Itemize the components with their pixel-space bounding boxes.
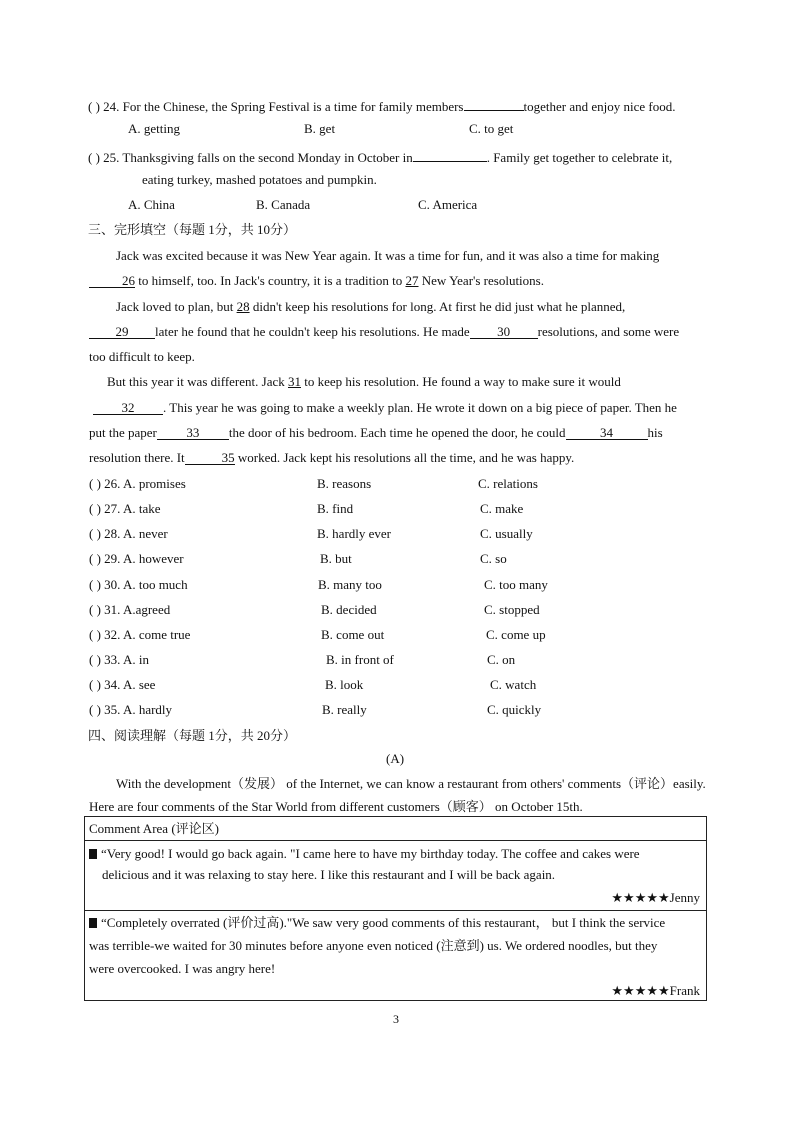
comment-2-signature: ★★★★★Frank <box>611 983 700 998</box>
blank-35[interactable]: 35 <box>185 450 235 465</box>
comment-1-signature: ★★★★★Jenny <box>611 890 700 905</box>
section4-title: 四、阅读理解（每题 1分，共 20分） <box>88 728 297 743</box>
cloze-line-8: put the paper 33 the door of his bedroom. Each time he opened the door, he could 34 his <box>89 425 663 440</box>
option-c: C. quickly <box>487 702 542 717</box>
cloze-line-7: 32 . This year he was going to make a weekly plan. He wrote it down on a big piece of paper. Then he <box>93 400 677 416</box>
q25-line2: eating turkey, mashed potatoes and pumpkin. <box>142 172 377 187</box>
option-c: C. stopped <box>484 602 540 617</box>
blank-34[interactable]: 34 <box>566 425 648 440</box>
comment-2-line-3: were overcooked. I was angry here! <box>89 961 276 976</box>
q24-option-b: B. get <box>304 121 336 136</box>
option-q: ( ) 29. A. however <box>89 551 184 566</box>
option-c: C. come up <box>486 627 546 642</box>
option-b: B. but <box>320 551 352 566</box>
option-b: B. reasons <box>317 476 372 491</box>
comment-area-box <box>84 816 707 1001</box>
intro-line-1: With the development（发展） of the Internet, we can know a restaurant from others' comments（评论）easily. <box>116 776 706 791</box>
blank-29[interactable]: 29 <box>89 324 155 339</box>
option-b: B. hardly ever <box>317 526 392 541</box>
section3-title: 三、完形填空（每题 1分，共 10分） <box>88 222 297 237</box>
option-q: ( ) 35. A. hardly <box>89 702 173 717</box>
blank-31[interactable]: 31 <box>288 374 301 389</box>
q25-option-a: A. China <box>128 197 175 212</box>
q24-option-c: C. to get <box>469 121 514 136</box>
answer-blank[interactable] <box>464 96 524 111</box>
blank-30[interactable]: 30 <box>470 324 538 339</box>
q25-option-c: C. America <box>418 197 478 212</box>
blank-32[interactable]: 32 <box>93 400 163 415</box>
comment-2-line-2: was terrible-we waited for 30 minutes before anyone even noticed (注意到) us. We ordered noodles, but they <box>89 938 658 953</box>
cloze-line-6: But this year it was different. Jack 31 to keep his resolution. He found a way to make sure it would <box>107 374 621 389</box>
cloze-line-1: Jack was excited because it was New Year again. It was a time for fun, and it was also a time for making <box>116 248 660 263</box>
option-q: ( ) 34. A. see <box>89 677 156 692</box>
blank-26[interactable]: 26 <box>89 273 135 288</box>
cloze-line-4: 29 later he found that he couldn't keep his resolutions. He made 30 resolutions, and some were <box>89 324 679 340</box>
option-b: B. come out <box>321 627 385 642</box>
q24-option-a: A. getting <box>128 121 180 136</box>
blank-27[interactable]: 27 <box>405 273 419 288</box>
comment-2-line-1: “Completely overrated (评价过高)."We saw very good comments of this restaurant， but I think the service <box>89 915 665 931</box>
option-b: B. decided <box>321 602 377 617</box>
option-c: C. watch <box>490 677 537 692</box>
option-c: C. too many <box>484 577 548 592</box>
option-q: ( ) 33. A. in <box>89 652 149 667</box>
option-q: ( ) 32. A. come true <box>89 627 191 642</box>
q25-option-b: B. Canada <box>256 197 311 212</box>
option-b: B. find <box>317 501 354 516</box>
comment-1-line-2: delicious and it was relaxing to stay here. I like this restaurant and I will be back again. <box>102 867 556 882</box>
option-c: C. relations <box>478 476 538 491</box>
q25-stem: ( ) 25. Thanksgiving falls on the second Monday in October in . Family get together to celebrate it, <box>88 147 672 166</box>
cloze-line-3: Jack loved to plan, but 28 didn't keep his resolutions for long. At first he did just what he planned, <box>116 299 626 314</box>
bullet-icon <box>89 918 97 928</box>
q24-stem: ( ) 24. For the Chinese, the Spring Festival is a time for family members together and enjoy nice food. <box>88 96 675 115</box>
intro-line-2: Here are four comments of the Star World from different customers（顾客） on October 15th. <box>89 799 583 814</box>
answer-blank[interactable] <box>413 147 487 162</box>
option-q: ( ) 30. A. too much <box>89 577 188 592</box>
option-c: C. make <box>480 501 524 516</box>
cloze-line-5: too difficult to keep. <box>89 349 195 364</box>
cloze-line-2: 26 to himself, too. In Jack's country, it is a tradition to 27 New Year's resolutions. <box>89 273 544 289</box>
option-b: B. many too <box>318 577 382 592</box>
blank-28[interactable]: 28 <box>236 299 250 314</box>
cloze-line-9: resolution there. It 35 worked. Jack kept his resolutions all the time, and he was happy. <box>89 450 575 465</box>
part-a-label: (A) <box>386 751 405 766</box>
comment-1-line-1: “Very good! I would go back again. "I came here to have my birthday today. The coffee and cakes were <box>89 846 640 862</box>
option-b: B. in front of <box>326 652 394 667</box>
option-b: B. look <box>325 677 364 692</box>
bullet-icon <box>89 849 97 859</box>
option-b: B. really <box>322 702 367 717</box>
option-c: C. usually <box>480 526 533 541</box>
option-q: ( ) 28. A. never <box>89 526 168 541</box>
blank-33[interactable]: 33 <box>157 425 229 440</box>
option-q: ( ) 27. A. take <box>89 501 161 516</box>
option-c: C. on <box>487 652 516 667</box>
option-q: ( ) 31. A.agreed <box>89 602 171 617</box>
option-c: C. so <box>480 551 507 566</box>
comment-area-title: Comment Area (评论区) <box>89 821 219 836</box>
page-number: 3 <box>393 1012 399 1026</box>
option-q: ( ) 26. A. promises <box>89 476 186 491</box>
